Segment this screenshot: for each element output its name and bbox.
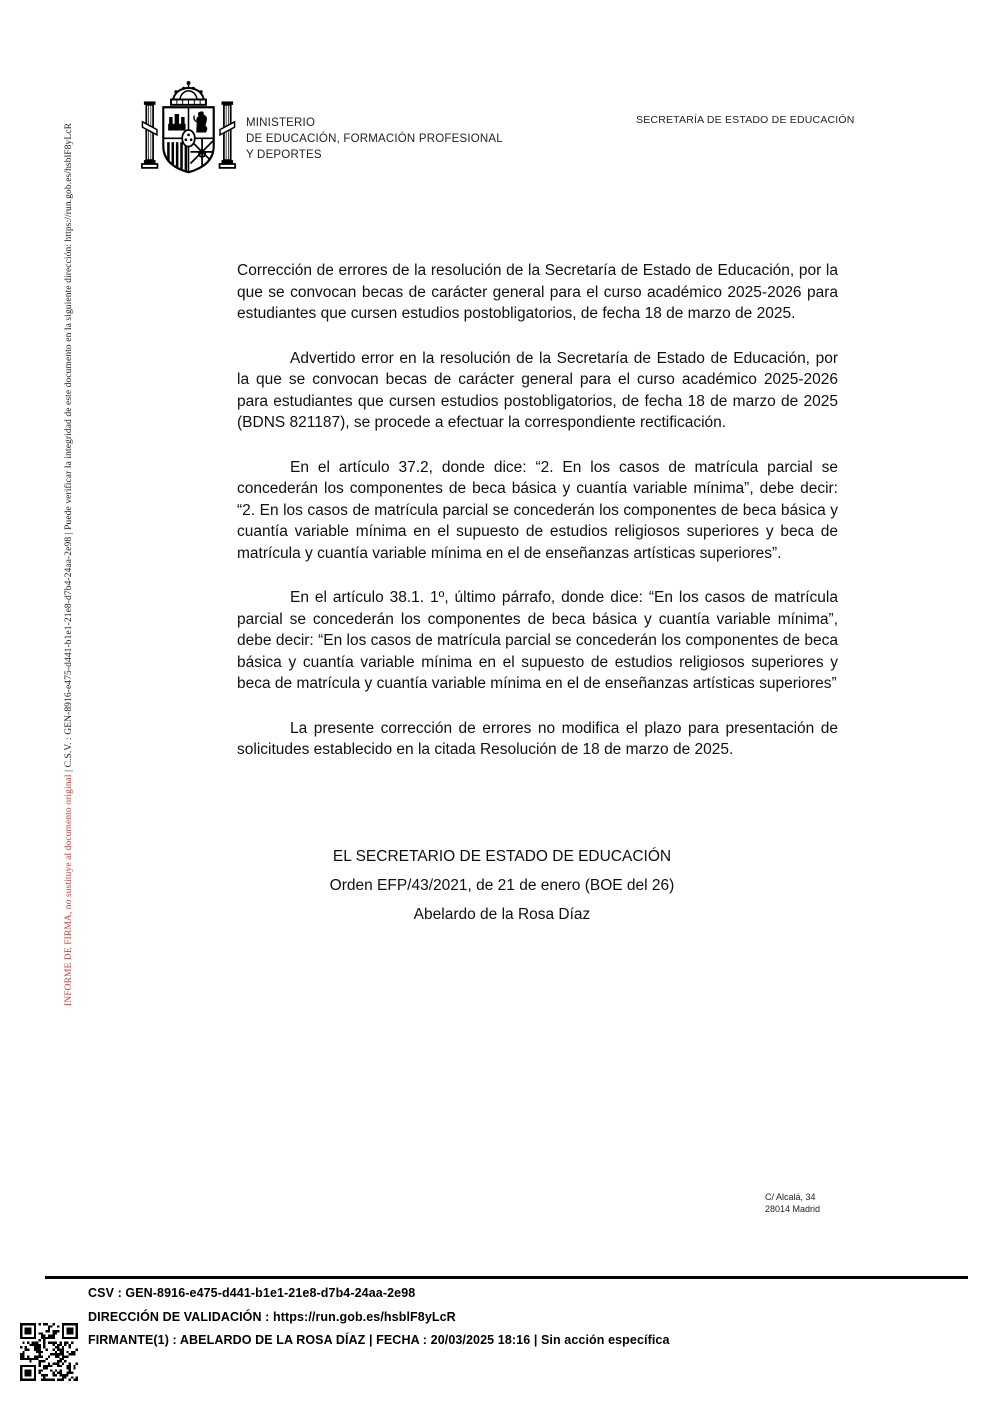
spain-coat-of-arms-logo xyxy=(140,78,237,185)
signer-line: FIRMANTE(1) : ABELARDO DE LA ROSA DÍAZ | FECHA : 20/03/2025 18:16 | Sin acción específica xyxy=(88,1333,670,1347)
footer-divider xyxy=(45,1276,968,1279)
paragraph-plazo: La presente corrección de errores no modifica el plazo para presentación de solicitudes establecido en la citada Resolución de 18 de marzo de 2025. xyxy=(237,719,838,758)
side-verification-note xyxy=(64,56,74,1006)
address-city: 28014 Madrid xyxy=(765,1203,821,1214)
signature-order: Orden EFP/43/2021, de 21 de enero (BOE del 26) xyxy=(329,877,675,894)
validation-url-line: DIRECCIÓN DE VALIDACIÓN : https://run.gob.es/hsblF8yLcR xyxy=(88,1309,456,1324)
validation-footer xyxy=(88,1282,670,1353)
paragraph-articulo-38-1: En el artículo 38.1. 1º, último párrafo, donde dice: “En los casos de matrícula parcial se concederán los componentes de beca básica y cuantía variable mínima”, debe decir: “En los casos de matrícula parcial se concederán los componentes de beca básica y cuantía variable mínima en el supuesto de estudios religiosos superiores y beca de matrícula y cuantía variable mínima en el de enseñanzas artísticas superiores” xyxy=(237,589,838,692)
ministry-line-2: DE EDUCACIÓN, FORMACIÓN PROFESIONAL xyxy=(246,133,503,145)
signature-block xyxy=(237,846,767,933)
side-note-csv-verification: | C.S.V. : GEN-8916-e475-d441-b1e1-21e8-d7b4-24aa-2e98 | Puede verificar la integridad de este documento en la siguiente dirección: https://run.gob.es/hsblF8yLcR xyxy=(64,122,74,772)
side-note-informe-de-firma: INFORME DE FIRMA, no sustituye al documento original xyxy=(64,774,74,1006)
paragraph-articulo-37-2: En el artículo 37.2, donde dice: “2. En los casos de matrícula parcial se concederán los componentes de beca básica y cuantía variable mínima”, debe decir: “2. En los casos de matrícula parcial se concederán los componentes de beca básica y cuantía variable mínima en el supuesto de estudios religiosos superiores y beca de matrícula y cuantía variable mínima en el de enseñanzas artísticas superiores”. xyxy=(237,458,838,562)
secretary-of-state-header: SECRETARÍA DE ESTADO DE EDUCACIÓN xyxy=(636,114,855,126)
ministry-line-3: Y DEPORTES xyxy=(246,149,322,161)
qr-code xyxy=(20,1322,78,1382)
signature-title: EL SECRETARIO DE ESTADO DE EDUCACIÓN xyxy=(332,848,672,865)
csv-line: CSV : GEN-8916-e475-d441-b1e1-21e8-d7b4-24aa-2e98 xyxy=(88,1286,416,1300)
paragraph-advertido-error: Advertido error en la resolución de la Secretaría de Estado de Educación, por la que se convocan becas de carácter general para el curso académico 2025-2026 para estudiantes que cursen estudios postobligatorios, de fecha 18 de marzo de 2025 (BDNS 821187), se procede a efectuar la correspondiente rectificación. xyxy=(237,349,838,431)
address-street: C/ Alcalá, 34 xyxy=(765,1192,816,1202)
ministry-name xyxy=(246,115,503,163)
paragraph-title: Corrección de errores de la resolución de la Secretaría de Estado de Educación, por la que se convocan becas de carácter general para el curso académico 2025-2026 para estudiantes que cursen estudios postobligatorios, de fecha 18 de marzo de 2025. xyxy=(237,262,838,322)
office-address xyxy=(765,1192,820,1215)
signature-name: Abelardo de la Rosa Díaz xyxy=(413,906,591,923)
document-body xyxy=(237,260,838,784)
ministry-line-1: MINISTERIO xyxy=(246,117,316,129)
